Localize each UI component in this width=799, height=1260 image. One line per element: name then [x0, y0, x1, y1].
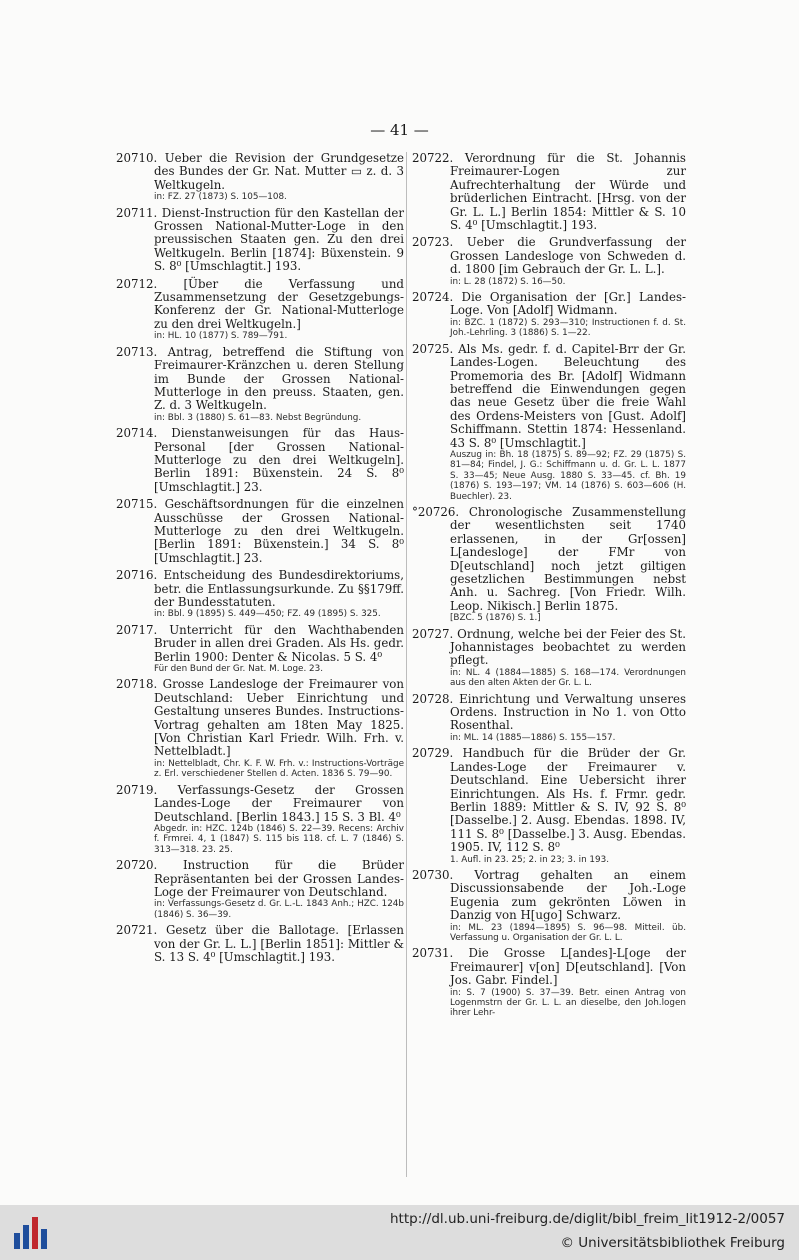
entry-note: in: ML. 14 (1885—1886) S. 155—157.: [450, 732, 616, 743]
entry-note: in: NL. 4 (1884—1885) S. 168—174. Verordnungen aus den alten Akten der Gr. L. L.: [450, 667, 686, 689]
bibliography-entry: [412, 506, 686, 624]
entry-text: Dienstanweisungen für das Haus-Personal [der Grossen National-Mutterloge zu den drei Weltkugeln]. Berlin 1891: Büxenstein. 24 S. 8⁰ [Umschlagtit.] 23.: [154, 426, 405, 494]
entry-note: Auszug in: Bh. 18 (1875) S. 89—92; FZ. 29 (1875) S. 81—84; Findel, J. G.: Schiffmann u. d. Gr. L. L. 1877 S. 33—45; Neue Ausg. 1880 S. 33—45. cf. Bh. 19 (1876) S. 193—197; VM. 14 (1876) S. 603—606 (H. Buechler). 23.: [450, 449, 686, 502]
entry-text: Dienst-Instruction für den Kastellan der Grossen National-Mutter-Loge in den preussischen Staaten gen. Zu den drei Weltkugeln. Berlin [1874]: Büxenstein. 9 S. 8⁰ [Umschlagtit.] 193.: [154, 205, 405, 274]
entry-note: in: HL. 10 (1877) S. 789—791.: [154, 331, 288, 342]
entry-number: 20713.: [116, 344, 158, 359]
entry-number: 20716.: [116, 568, 158, 583]
bibliography-entry: [116, 346, 404, 423]
entry-text: Unterricht für den Wachthabenden Bruder in allen drei Graden. Als Hs. gedr. Berlin 1900: Denter & Nicolas. 5 S. 4⁰: [154, 622, 404, 664]
entry-text: Die Organisation der [Gr.] Landes-Loge. Von [Adolf] Widmann.: [450, 290, 686, 318]
bibliography-entry: [412, 291, 686, 339]
entry-number: 20728.: [412, 691, 454, 706]
entry-number: 20731.: [412, 946, 454, 961]
bibliography-entry: [412, 343, 686, 502]
entry-number: 20715.: [116, 497, 158, 512]
entry-note: Abgedr. in: HZC. 124b (1846) S. 22—39. Recens: Archiv f. Frmrei. 4, 1 (1847) S. 115 bis 118. cf. L. 7 (1846) S. 313—318. 23. 25.: [154, 823, 404, 855]
viewer-footer: [0, 1205, 799, 1260]
entry-number: 20727.: [412, 626, 454, 641]
entry-text: Als Ms. gedr. f. d. Capitel-Brr der Gr. Landes-Logen. Beleuchtung des Promemoria des Br. [Adolf] Widmann betreffend die Einwendungen gegen das neue Gesetz über die freie Wahl des Ordens-Meisters von [Gust. Adolf] Schiffmann. Stettin 1874: Hessenland. 43 S. 8⁰ [Umschlagtit.]: [450, 341, 687, 450]
entry-text: Ueber die Revision der Grundgesetze des Bundes der Gr. Nat. Mutter ▭ z. d. 3 Weltkugeln.: [154, 151, 405, 192]
entry-number: 20717.: [116, 622, 158, 637]
bibliography-entry: [116, 784, 404, 855]
entry-note: in: Verfassungs-Gesetz d. Gr. L.-L. 1843 Anh.; HZC. 124b (1846) S. 36—39.: [154, 899, 404, 920]
entry-note: in: L. 28 (1872) S. 16—50.: [450, 276, 566, 287]
bibliography-entry: [116, 678, 404, 779]
entry-note: 1. Aufl. in 23. 25; 2. in 23; 3. in 193.: [450, 854, 610, 865]
entry-number: 20718.: [116, 677, 158, 692]
entry-number: 20719.: [116, 782, 158, 797]
entry-number: °20726.: [412, 504, 460, 519]
left-column: [116, 152, 404, 968]
entry-text: [Über die Verfassung und Zusammensetzung der Gesetzgebungs-Konferenz der Gr. National-Mutterloge zu den drei Weltkugeln.]: [154, 276, 404, 331]
entry-note: in: Nettelbladt, Chr. K. F. W. Frh. v.: Instructions-Vorträge z. Erl. verschiedener Stellen d. Acten. 1836 S. 79—90.: [154, 758, 404, 780]
copyright-notice: © Universitätsbibliothek Freiburg: [560, 1235, 785, 1251]
entry-number: 20729.: [412, 746, 454, 761]
bibliography-entry: [412, 693, 686, 744]
entry-text: Ueber die Grundverfassung der Grossen Landesloge von Schweden d. d. 1800 [im Gebrauch der Gr. L. L.].: [450, 235, 686, 277]
entry-text: Vortrag gehalten an einem Discussionsabende der Joh.-Loge Eugenia zum gekrönten Löwen in Danzig von H[ugo] Schwarz.: [450, 867, 686, 923]
bibliography-entry: [116, 569, 404, 620]
entry-text: Einrichtung und Verwaltung unseres Ordens. Instruction in No 1. von Otto Rosenthal.: [450, 691, 687, 733]
entry-text: Entscheidung des Bundesdirektoriums, betr. die Entlassungsurkunde. Zu §§179ff. der Bundesstatuten.: [154, 568, 404, 609]
entry-number: 20730.: [412, 867, 454, 882]
entry-text: Verfassungs-Gesetz der Grossen Landes-Loge der Freimaurer von Deutschland. [Berlin 1843.] 15 S. 3 Bl. 4⁰: [154, 782, 404, 824]
bibliography-entry: [412, 236, 686, 287]
entry-text: Gesetz über die Ballotage. [Erlassen von der Gr. L. L.] [Berlin 1851]: Mittler & S. 13 S. 4⁰ [Umschlagtit.] 193.: [154, 923, 404, 964]
bibliography-entry: [116, 278, 404, 342]
bibliography-entry: [116, 624, 404, 675]
ub-freiburg-logo-icon: [12, 1213, 52, 1255]
entry-text: Instruction für die Brüder Repräsentanten bei der Grossen Landes-Loge der Freimaurer von Deutschland.: [154, 858, 404, 899]
entry-number: 20723.: [412, 235, 454, 250]
entry-text: Handbuch für die Brüder der Gr. Landes-Loge der Freimaurer v. Deutschland. Eine Uebersicht ihrer Einrichtungen. Als Hs. f. Frmr. gedr. Berlin 1889: Mittler & S. IV, 92 S. 8⁰ [Dasselbe.] 2. Ausg. Ebendas. 1898. IV, 111 S. 8⁰ [Dasselbe.] 3. Ausg. Ebendas. 1905. IV, 112 S. 8⁰: [450, 746, 686, 855]
bibliography-entry: [116, 207, 404, 274]
bibliography-entry: [116, 152, 404, 203]
entry-note: in: ML. 23 (1894—1895) S. 96—98. Mitteil. üb. Verfassung u. Organisation der Gr. L. L.: [450, 922, 686, 943]
column-divider: [406, 152, 407, 1177]
bibliography-entry: [412, 869, 686, 943]
entry-note: in: S. 7 (1900) S. 37—39. Betr. einen Antrag von Logenmstrn der Gr. L. L. an dieselbe, den Joh.logen ihrer Lehr-: [450, 987, 686, 1019]
entry-text: Die Grosse L[andes]-L[oge der Freimaurer] v[on] D[eutschland]. [Von Jos. Gabr. Findel.]: [450, 946, 687, 988]
bibliography-entry: [116, 498, 404, 565]
bibliography-entry: [412, 947, 686, 1018]
entry-text: Chronologische Zusammenstellung der wesentlichsten seit 1740 erlassenen, in der Gr[ossen] L[andesloge] der FMr von D[eutschland] noch jetzt giltigen gesetzlichen Bestimmungen nebst Anh. u. Sachreg. [Von Friedr. Wilh. Leop. Nikisch.] Berlin 1875.: [450, 504, 686, 613]
bibliography-entry: [116, 924, 404, 964]
entry-note: in: Bbl. 3 (1880) S. 61—83. Nebst Begründung.: [154, 412, 362, 423]
entry-note: Für den Bund der Gr. Nat. M. Loge. 23.: [154, 664, 324, 675]
permalink-url[interactable]: http://dl.ub.uni-freiburg.de/diglit/bibl_freim_lit1912-2/0057: [389, 1211, 785, 1227]
entry-text: Antrag, betreffend die Stiftung von Freimaurer-Kränzchen u. deren Stellung im Bunde der Grossen National-Mutterloge in den preuss. Staaten, gen. Z. d. 3 Weltkugeln.: [154, 344, 405, 413]
bibliography-entry: [116, 427, 404, 494]
entry-note: [BZC. 5 (1876) S. 1.]: [450, 613, 541, 624]
entry-number: 20722.: [412, 151, 454, 165]
entry-note: in: BZC. 1 (1872) S. 293—310; Instructionen f. d. St. Joh.-Lehrling. 3 (1886) S. 1—22.: [450, 317, 686, 339]
entry-text: Ordnung, welche bei der Feier des St. Johannistages beobachtet zu werden pflegt.: [450, 626, 687, 668]
entry-text: Grosse Landesloge der Freimaurer von Deutschland: Ueber Einrichtung und Gestaltung unseres Bundes. Instructions-Vortrag gehalten am 18ten May 1825. [Von Christian Karl Friedr. Wilh. Frh. v. Nettelbladt.]: [154, 677, 404, 759]
entry-number: 20710.: [116, 151, 158, 165]
right-column: [412, 152, 686, 1023]
entry-note: in: FZ. 27 (1873) S. 105—108.: [154, 192, 287, 203]
entry-number: 20711.: [116, 205, 158, 220]
entry-number: 20725.: [412, 341, 454, 356]
entry-text: Geschäftsordnungen für die einzelnen Ausschüsse der Grossen National-Mutterloge zu den drei Weltkugeln. [Berlin 1891: Büxenstein.] 34 S. 8⁰ [Umschlagtit.] 23.: [154, 497, 405, 565]
bibliography-entry: [412, 747, 686, 865]
entry-text: Verordnung für die St. Johannis Freimaurer-Logen zur Aufrechterhaltung der Würde und brüderlichen Eintracht. [Hrsg. von der Gr. L. L.] Berlin 1854: Mittler & S. 10 S. 4⁰ [Umschlagtit.] 193.: [450, 151, 686, 233]
entry-number: 20714.: [116, 426, 158, 441]
bibliography-entry: [412, 152, 686, 232]
bibliography-entry: [116, 859, 404, 920]
entry-note: in: Bbl. 9 (1895) S. 449—450; FZ. 49 (1895) S. 325.: [154, 609, 381, 620]
entry-number: 20721.: [116, 923, 158, 938]
entry-number: 20724.: [412, 290, 454, 305]
entry-number: 20720.: [116, 858, 158, 873]
bibliography-entry: [412, 628, 686, 689]
entry-number: 20712.: [116, 276, 158, 291]
page-number: — 41 —: [370, 121, 429, 139]
